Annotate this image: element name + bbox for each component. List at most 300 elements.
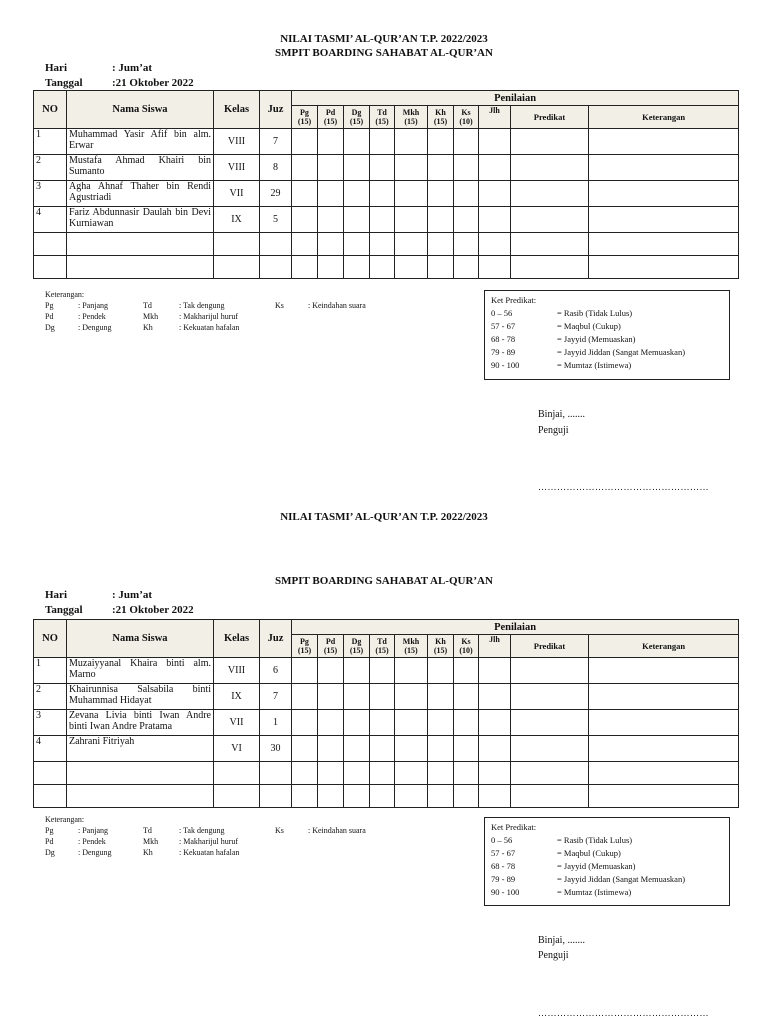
- score-cell: [292, 710, 318, 736]
- signature-line: ………………………………………………: [538, 1008, 709, 1018]
- score-cell: [479, 785, 511, 808]
- score-cell: [318, 129, 344, 155]
- tanggal-value: :21 Oktober 2022: [112, 604, 194, 616]
- score-cell: [370, 785, 395, 808]
- score-cell: [511, 233, 589, 256]
- predikat-range: 90 - 100: [491, 360, 520, 370]
- score-cell: [370, 129, 395, 155]
- keterangan-legend: [45, 814, 366, 858]
- score-cell: [344, 129, 370, 155]
- penguji-label: Penguji: [538, 950, 569, 961]
- predikat-item: [491, 320, 723, 333]
- score-cell: [511, 684, 589, 710]
- keterangan-desc: : Kekuatan hafalan: [179, 848, 240, 857]
- score-cell: [318, 181, 344, 207]
- predikat-label: = Jayyid (Memuaskan): [557, 861, 636, 871]
- score-cell: [511, 710, 589, 736]
- score-cell: [589, 736, 739, 762]
- predikat-label: = Rasib (Tidak Lulus): [557, 308, 633, 318]
- score-cell: [214, 762, 260, 785]
- header-nama-siswa: Nama Siswa: [67, 91, 214, 129]
- score-cell: [344, 710, 370, 736]
- header-predikat: Predikat: [511, 106, 589, 129]
- keterangan-desc: : Tak dengung: [179, 826, 225, 835]
- table-row: [34, 684, 739, 710]
- score-cell: [395, 233, 428, 256]
- score-cell: [589, 684, 739, 710]
- score-cell: [511, 129, 589, 155]
- score-cell: [454, 684, 479, 710]
- keterangan-title: Keterangan:: [45, 290, 85, 299]
- score-cell: [292, 762, 318, 785]
- score-cell: [454, 658, 479, 684]
- keterangan-code: Pg: [45, 301, 54, 310]
- score-cell: [370, 736, 395, 762]
- header-kelas: Kelas: [214, 620, 260, 658]
- header-predikat: Predikat: [511, 635, 589, 658]
- hari-label: Hari: [45, 589, 67, 601]
- score-cell: [511, 762, 589, 785]
- score-cell: [260, 256, 292, 279]
- score-cell: [318, 233, 344, 256]
- student-juz: 30: [260, 736, 292, 762]
- table-row: [34, 129, 739, 155]
- score-cell: [589, 710, 739, 736]
- score-cell: [428, 658, 454, 684]
- header-juz: Juz: [260, 620, 292, 658]
- header-juz: Juz: [260, 91, 292, 129]
- score-cell: [292, 658, 318, 684]
- score-cell: [479, 129, 511, 155]
- score-cell: [589, 256, 739, 279]
- score-cell: [292, 256, 318, 279]
- keterangan-code: Kh: [143, 323, 153, 332]
- predikat-range: 0 – 56: [491, 835, 513, 845]
- student-kelas: VIII: [214, 658, 260, 684]
- score-cell: [318, 658, 344, 684]
- predikat-range: 79 - 89: [491, 874, 516, 884]
- score-cell: [34, 233, 67, 256]
- predikat-range: 79 - 89: [491, 347, 516, 357]
- school-name: SMPIT BOARDING SAHABAT AL-QUR’AN: [275, 575, 493, 587]
- student-no: 2: [34, 155, 67, 181]
- score-cell: [395, 684, 428, 710]
- score-cell: [428, 684, 454, 710]
- student-juz: 1: [260, 710, 292, 736]
- hari-value: : Jum’at: [112, 589, 153, 601]
- score-cell: [511, 155, 589, 181]
- score-cell: [395, 256, 428, 279]
- predikat-title: Ket Predikat:: [491, 295, 537, 305]
- predikat-item: [491, 847, 723, 860]
- score-cell: [370, 762, 395, 785]
- student-kelas: VIII: [214, 129, 260, 155]
- predikat-label: = Jayyid (Memuaskan): [557, 334, 636, 344]
- score-cell: [292, 207, 318, 233]
- table-row: [34, 762, 739, 785]
- score-cell: [454, 762, 479, 785]
- score-cell: [318, 207, 344, 233]
- score-cell: [292, 181, 318, 207]
- score-cell: [479, 684, 511, 710]
- table-row: [34, 233, 739, 256]
- score-cell: [454, 710, 479, 736]
- predikat-label: = Jayyid Jiddan (Sangat Memuaskan): [557, 874, 686, 884]
- score-cell: [428, 256, 454, 279]
- score-cell: [479, 207, 511, 233]
- student-juz: 29: [260, 181, 292, 207]
- score-cell: [428, 710, 454, 736]
- score-cell: [428, 207, 454, 233]
- score-cell: [395, 736, 428, 762]
- score-cell: [34, 762, 67, 785]
- score-cell: [454, 233, 479, 256]
- score-cell: [454, 207, 479, 233]
- predikat-range: 57 - 67: [491, 321, 516, 331]
- score-cell: [292, 233, 318, 256]
- score-cell: [34, 785, 67, 808]
- score-cell: [428, 181, 454, 207]
- signature-line: ………………………………………………: [538, 482, 709, 492]
- score-cell: [370, 684, 395, 710]
- score-cell: [479, 256, 511, 279]
- keterangan-code: Ks: [275, 826, 284, 835]
- predikat-box: [484, 817, 730, 906]
- keterangan-title: Keterangan:: [45, 815, 85, 824]
- score-cell: [67, 785, 214, 808]
- student-juz: 7: [260, 129, 292, 155]
- score-cell: [318, 710, 344, 736]
- score-cell: [318, 736, 344, 762]
- score-cell: [292, 736, 318, 762]
- score-cell: [318, 256, 344, 279]
- predikat-item: [491, 834, 723, 847]
- student-no: 2: [34, 684, 67, 710]
- score-cell: [344, 181, 370, 207]
- predikat-label: = Jayyid Jiddan (Sangat Memuaskan): [557, 347, 686, 357]
- penguji-place: Binjai, .......: [538, 409, 585, 420]
- score-table: [33, 90, 739, 279]
- table-row: [34, 736, 739, 762]
- header-kh: Kh (15): [428, 635, 454, 658]
- score-cell: [428, 233, 454, 256]
- keterangan-desc: : Panjang: [78, 826, 108, 835]
- predikat-range: 0 – 56: [491, 308, 513, 318]
- student-juz: 8: [260, 155, 292, 181]
- hari-label: Hari: [45, 62, 67, 74]
- student-name: Fariz Abdunnasir Daulah bin Devi Kurniawan: [67, 207, 214, 233]
- keterangan-row: [45, 836, 239, 847]
- score-cell: [428, 155, 454, 181]
- predikat-item: [491, 359, 723, 372]
- score-cell: [260, 233, 292, 256]
- score-cell: [318, 684, 344, 710]
- predikat-title: Ket Predikat:: [491, 822, 537, 832]
- score-cell: [479, 710, 511, 736]
- school-name: SMPIT BOARDING SAHABAT AL-QUR’AN: [275, 47, 493, 59]
- score-cell: [318, 785, 344, 808]
- score-cell: [370, 181, 395, 207]
- score-cell: [318, 762, 344, 785]
- score-cell: [214, 256, 260, 279]
- score-cell: [395, 181, 428, 207]
- score-cell: [511, 181, 589, 207]
- header-ks: Ks (10): [454, 106, 479, 129]
- header-pg: Pg (15): [292, 106, 318, 129]
- keterangan-desc: : Tak dengung: [179, 301, 225, 310]
- header-penilaian: Penilaian: [292, 91, 739, 106]
- table-row: [34, 256, 739, 279]
- predikat-range: 68 - 78: [491, 334, 516, 344]
- student-name: Zahrani Fitriyah: [67, 736, 214, 762]
- predikat-range: 68 - 78: [491, 861, 516, 871]
- keterangan-desc: : Kekuatan hafalan: [179, 323, 240, 332]
- score-cell: [454, 155, 479, 181]
- score-cell: [454, 256, 479, 279]
- score-cell: [344, 762, 370, 785]
- score-cell: [428, 736, 454, 762]
- student-name: Muhammad Yasir Afif bin alm. Erwar: [67, 129, 214, 155]
- student-name: Khairunnisa Salsabila binti Muhammad Hidayat: [67, 684, 214, 710]
- score-cell: [344, 658, 370, 684]
- score-cell: [370, 233, 395, 256]
- score-cell: [589, 129, 739, 155]
- page-title: NILAI TASMI’ AL-QUR’AN T.P. 2022/2023: [280, 511, 488, 523]
- keterangan-code: Mkh: [143, 312, 159, 321]
- student-kelas: VIII: [214, 155, 260, 181]
- score-cell: [344, 256, 370, 279]
- header-jlh: Jlh: [479, 106, 511, 129]
- table-row: [34, 155, 739, 181]
- predikat-box: [484, 290, 730, 380]
- header-mkh: Mkh (15): [395, 635, 428, 658]
- score-cell: [34, 256, 67, 279]
- keterangan-desc: : Keindahan suara: [308, 301, 366, 310]
- header-kh: Kh (15): [428, 106, 454, 129]
- table-row: [34, 785, 739, 808]
- penguji-label: Penguji: [538, 425, 569, 436]
- score-cell: [67, 256, 214, 279]
- score-cell: [589, 233, 739, 256]
- score-cell: [292, 129, 318, 155]
- student-juz: 5: [260, 207, 292, 233]
- score-cell: [454, 736, 479, 762]
- keterangan-desc: : Makharijul huruf: [179, 837, 239, 846]
- score-cell: [479, 155, 511, 181]
- keterangan-desc: : Dengung: [78, 323, 112, 332]
- header-keterangan: Keterangan: [589, 106, 739, 129]
- score-cell: [589, 207, 739, 233]
- score-cell: [589, 762, 739, 785]
- predikat-item: [491, 886, 723, 899]
- keterangan-code: Pd: [45, 837, 54, 846]
- score-cell: [589, 658, 739, 684]
- keterangan-code: Kh: [143, 848, 153, 857]
- score-cell: [344, 155, 370, 181]
- keterangan-code: Ks: [275, 301, 284, 310]
- score-cell: [214, 233, 260, 256]
- student-juz: 6: [260, 658, 292, 684]
- header-keterangan: Keterangan: [589, 635, 739, 658]
- score-cell: [260, 785, 292, 808]
- header-dg: Dg (15): [344, 106, 370, 129]
- header-dg: Dg (15): [344, 635, 370, 658]
- tanggal-label: Tanggal: [45, 77, 83, 89]
- score-cell: [479, 181, 511, 207]
- score-cell: [395, 658, 428, 684]
- score-cell: [511, 658, 589, 684]
- table-row: [34, 181, 739, 207]
- predikat-label: = Maqbul (Cukup): [557, 321, 621, 331]
- predikat-item: [491, 307, 723, 320]
- keterangan-row: [45, 311, 239, 322]
- table-row: [34, 710, 739, 736]
- keterangan-desc: : Makharijul huruf: [179, 312, 239, 321]
- score-cell: [511, 736, 589, 762]
- score-cell: [370, 207, 395, 233]
- header-pd: Pd (15): [318, 635, 344, 658]
- student-no: 4: [34, 736, 67, 762]
- page-title: NILAI TASMI’ AL-QUR’AN T.P. 2022/2023: [280, 33, 488, 45]
- predikat-label: = Rasib (Tidak Lulus): [557, 835, 633, 845]
- keterangan-desc: : Pendek: [78, 837, 106, 846]
- student-no: 3: [34, 181, 67, 207]
- tanggal-value: :21 Oktober 2022: [112, 77, 194, 89]
- score-cell: [479, 736, 511, 762]
- score-cell: [214, 785, 260, 808]
- score-cell: [479, 762, 511, 785]
- keterangan-code: Mkh: [143, 837, 159, 846]
- score-cell: [428, 785, 454, 808]
- predikat-range: 90 - 100: [491, 887, 520, 897]
- student-no: 4: [34, 207, 67, 233]
- keterangan-code: Dg: [45, 848, 55, 857]
- score-cell: [395, 155, 428, 181]
- keterangan-row: [45, 825, 366, 836]
- keterangan-desc: : Pendek: [78, 312, 106, 321]
- score-cell: [344, 736, 370, 762]
- score-cell: [344, 233, 370, 256]
- keterangan-code: Pd: [45, 312, 54, 321]
- student-no: 3: [34, 710, 67, 736]
- header-pd: Pd (15): [318, 106, 344, 129]
- student-no: 1: [34, 129, 67, 155]
- score-cell: [589, 785, 739, 808]
- score-cell: [260, 762, 292, 785]
- score-cell: [67, 762, 214, 785]
- score-cell: [370, 155, 395, 181]
- header-no: NO: [34, 620, 67, 658]
- student-name: Zevana Livia binti Iwan Andre binti Iwan Andre Pratama: [67, 710, 214, 736]
- hari-value: : Jum’at: [112, 62, 153, 74]
- tanggal-label: Tanggal: [45, 604, 83, 616]
- predikat-item: [491, 333, 723, 346]
- score-cell: [395, 762, 428, 785]
- score-cell: [370, 658, 395, 684]
- predikat-item: [491, 860, 723, 873]
- header-penilaian: Penilaian: [292, 620, 739, 635]
- score-cell: [454, 129, 479, 155]
- score-cell: [370, 710, 395, 736]
- predikat-range: 57 - 67: [491, 848, 516, 858]
- score-cell: [395, 129, 428, 155]
- score-cell: [454, 181, 479, 207]
- score-cell: [292, 155, 318, 181]
- keterangan-code: Dg: [45, 323, 55, 332]
- keterangan-code: Pg: [45, 826, 54, 835]
- score-cell: [370, 256, 395, 279]
- score-cell: [344, 785, 370, 808]
- keterangan-desc: : Dengung: [78, 848, 112, 857]
- score-cell: [454, 785, 479, 808]
- keterangan-code: Td: [143, 826, 152, 835]
- score-cell: [395, 785, 428, 808]
- header-ks: Ks (10): [454, 635, 479, 658]
- score-cell: [292, 785, 318, 808]
- keterangan-legend: [45, 289, 366, 333]
- header-td: Td (15): [370, 635, 395, 658]
- header-pg: Pg (15): [292, 635, 318, 658]
- score-cell: [428, 762, 454, 785]
- score-cell: [511, 785, 589, 808]
- student-name: Muzaiyyanal Khaira binti alm. Marno: [67, 658, 214, 684]
- table-row: [34, 658, 739, 684]
- header-mkh: Mkh (15): [395, 106, 428, 129]
- student-kelas: VI: [214, 736, 260, 762]
- score-cell: [511, 256, 589, 279]
- header-nama-siswa: Nama Siswa: [67, 620, 214, 658]
- student-juz: 7: [260, 684, 292, 710]
- score-cell: [344, 684, 370, 710]
- penguji-place: Binjai, .......: [538, 935, 585, 946]
- header-td: Td (15): [370, 106, 395, 129]
- student-name: Mustafa Ahmad Khairi bin Sumanto: [67, 155, 214, 181]
- predikat-label: = Maqbul (Cukup): [557, 848, 621, 858]
- header-no: NO: [34, 91, 67, 129]
- student-kelas: VII: [214, 710, 260, 736]
- header-kelas: Kelas: [214, 91, 260, 129]
- table-row: [34, 207, 739, 233]
- score-table: [33, 619, 739, 808]
- keterangan-desc: : Panjang: [78, 301, 108, 310]
- score-cell: [395, 710, 428, 736]
- score-cell: [589, 155, 739, 181]
- student-kelas: IX: [214, 207, 260, 233]
- keterangan-desc: : Keindahan suara: [308, 826, 366, 835]
- score-cell: [292, 684, 318, 710]
- keterangan-row: [45, 322, 240, 333]
- keterangan-row: [45, 300, 366, 311]
- score-cell: [318, 155, 344, 181]
- score-cell: [479, 233, 511, 256]
- keterangan-row: [45, 847, 240, 858]
- student-kelas: VII: [214, 181, 260, 207]
- score-cell: [511, 207, 589, 233]
- student-kelas: IX: [214, 684, 260, 710]
- predikat-item: [491, 346, 723, 359]
- student-name: Agha Ahnaf Thaher bin Rendi Agustriadi: [67, 181, 214, 207]
- keterangan-code: Td: [143, 301, 152, 310]
- score-cell: [67, 233, 214, 256]
- score-cell: [428, 129, 454, 155]
- score-cell: [395, 207, 428, 233]
- header-jlh: Jlh: [479, 635, 511, 658]
- score-cell: [589, 181, 739, 207]
- predikat-item: [491, 873, 723, 886]
- score-cell: [344, 207, 370, 233]
- score-cell: [479, 658, 511, 684]
- predikat-label: = Mumtaz (Istimewa): [557, 360, 632, 370]
